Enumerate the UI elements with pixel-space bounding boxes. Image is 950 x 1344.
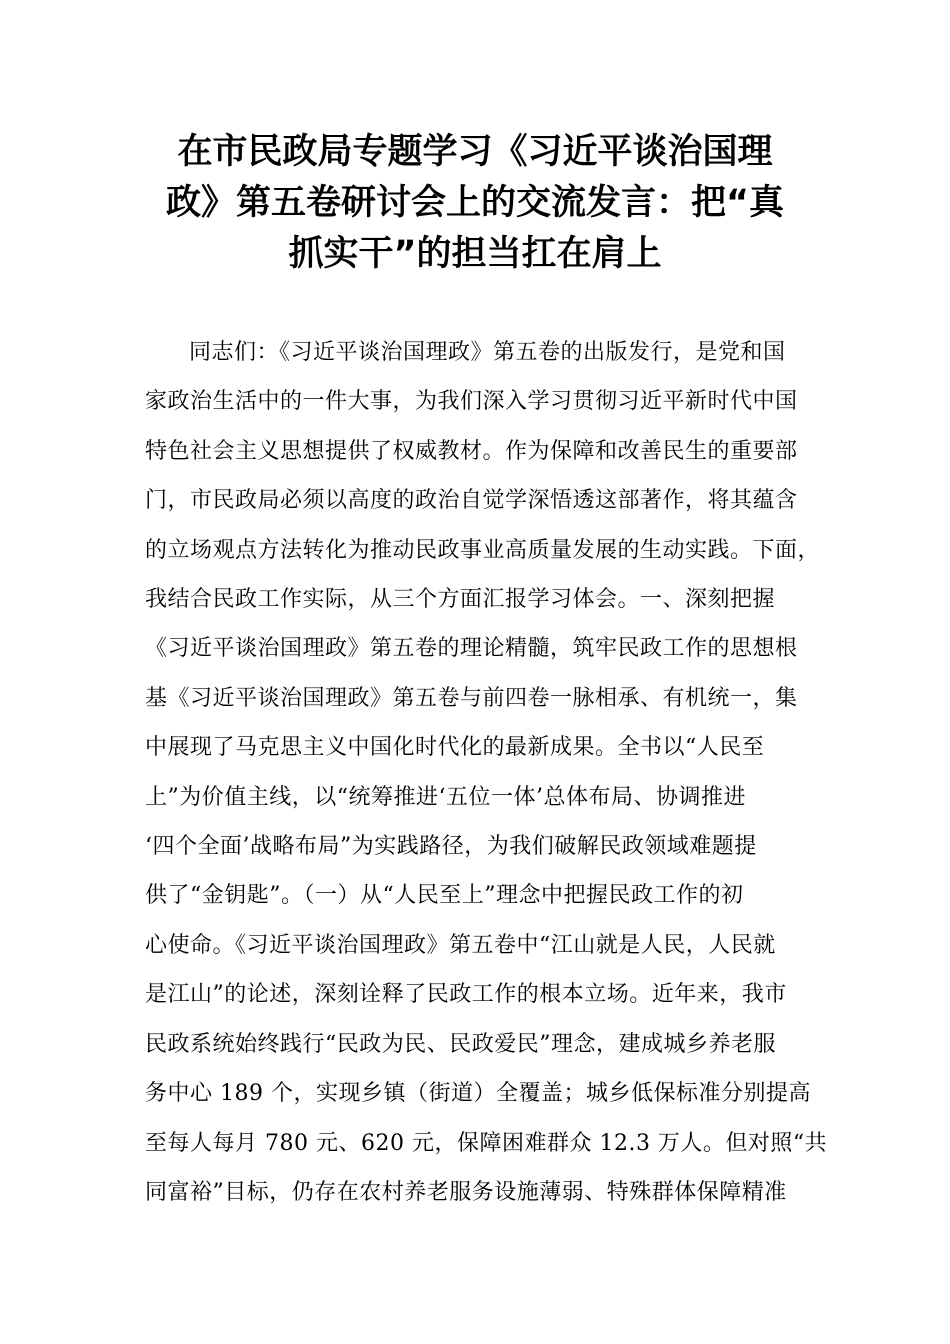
body-line: 务中心 189 个，实现乡镇（街道）全覆盖；城乡低保标准分别提高: [145, 1081, 811, 1107]
body-line: 门，市民政局必须以高度的政治自觉学深悟透这部著作，将其蕴含: [145, 488, 798, 514]
document-body: [145, 328, 828, 1217]
body-line: 至每人每月 780 元、620 元，保障困难群众 12.3 万人。但对照“共: [145, 1130, 828, 1156]
body-line: 特色社会主义思想提供了权威教材。作为保障和改善民生的重要部: [145, 438, 798, 464]
body-line: 心使命。《习近平谈治国理政》第五卷中“江山就是人民，人民就: [145, 932, 776, 958]
title-line: 在市民政局专题学习《习近平谈治国理: [177, 132, 773, 172]
title-line: 抓实干”的担当扛在肩上: [288, 234, 662, 274]
body-line: 是江山”的论述，深刻诠释了民政工作的根本立场。近年来，我市: [145, 982, 787, 1008]
document-title: [150, 127, 800, 280]
body-line: 供了“金钥匙”。（一）从“人民至上”理念中把握民政工作的初: [145, 883, 744, 909]
body-line: 民政系统始终践行“民政为民、民政爱民”理念，建成城乡养老服: [145, 1031, 776, 1057]
body-line: 家政治生活中的一件大事，为我们深入学习贯彻习近平新时代中国: [145, 389, 798, 415]
body-line: 中展现了马克思主义中国化时代化的最新成果。全书以“人民至: [145, 735, 765, 761]
body-line: 的立场观点方法转化为推动民政事业高质量发展的生动实践。下面，: [145, 537, 821, 563]
title-line: 政》第五卷研讨会上的交流发言：把“真: [165, 183, 784, 223]
body-line: 基《习近平谈治国理政》第五卷与前四卷一脉相承、有机统一，集: [145, 685, 798, 711]
body-line: 同富裕”目标，仍存在农村养老服务设施薄弱、特殊群体保障精准: [145, 1179, 787, 1205]
body-line: 《习近平谈治国理政》第五卷的理论精髓，筑牢民政工作的思想根: [145, 636, 798, 662]
body-line: 同志们：《习近平谈治国理政》第五卷的出版发行，是党和国: [189, 340, 786, 365]
body-line: 上”为价值主线，以“统筹推进‘五位一体’总体布局、协调推进: [145, 784, 746, 810]
body-line: ‘四个全面’战略布局”为实践路径，为我们破解民政领域难题提: [145, 834, 757, 860]
body-line: 我结合民政工作实际，从三个方面汇报学习体会。一、深刻把握: [145, 587, 776, 613]
